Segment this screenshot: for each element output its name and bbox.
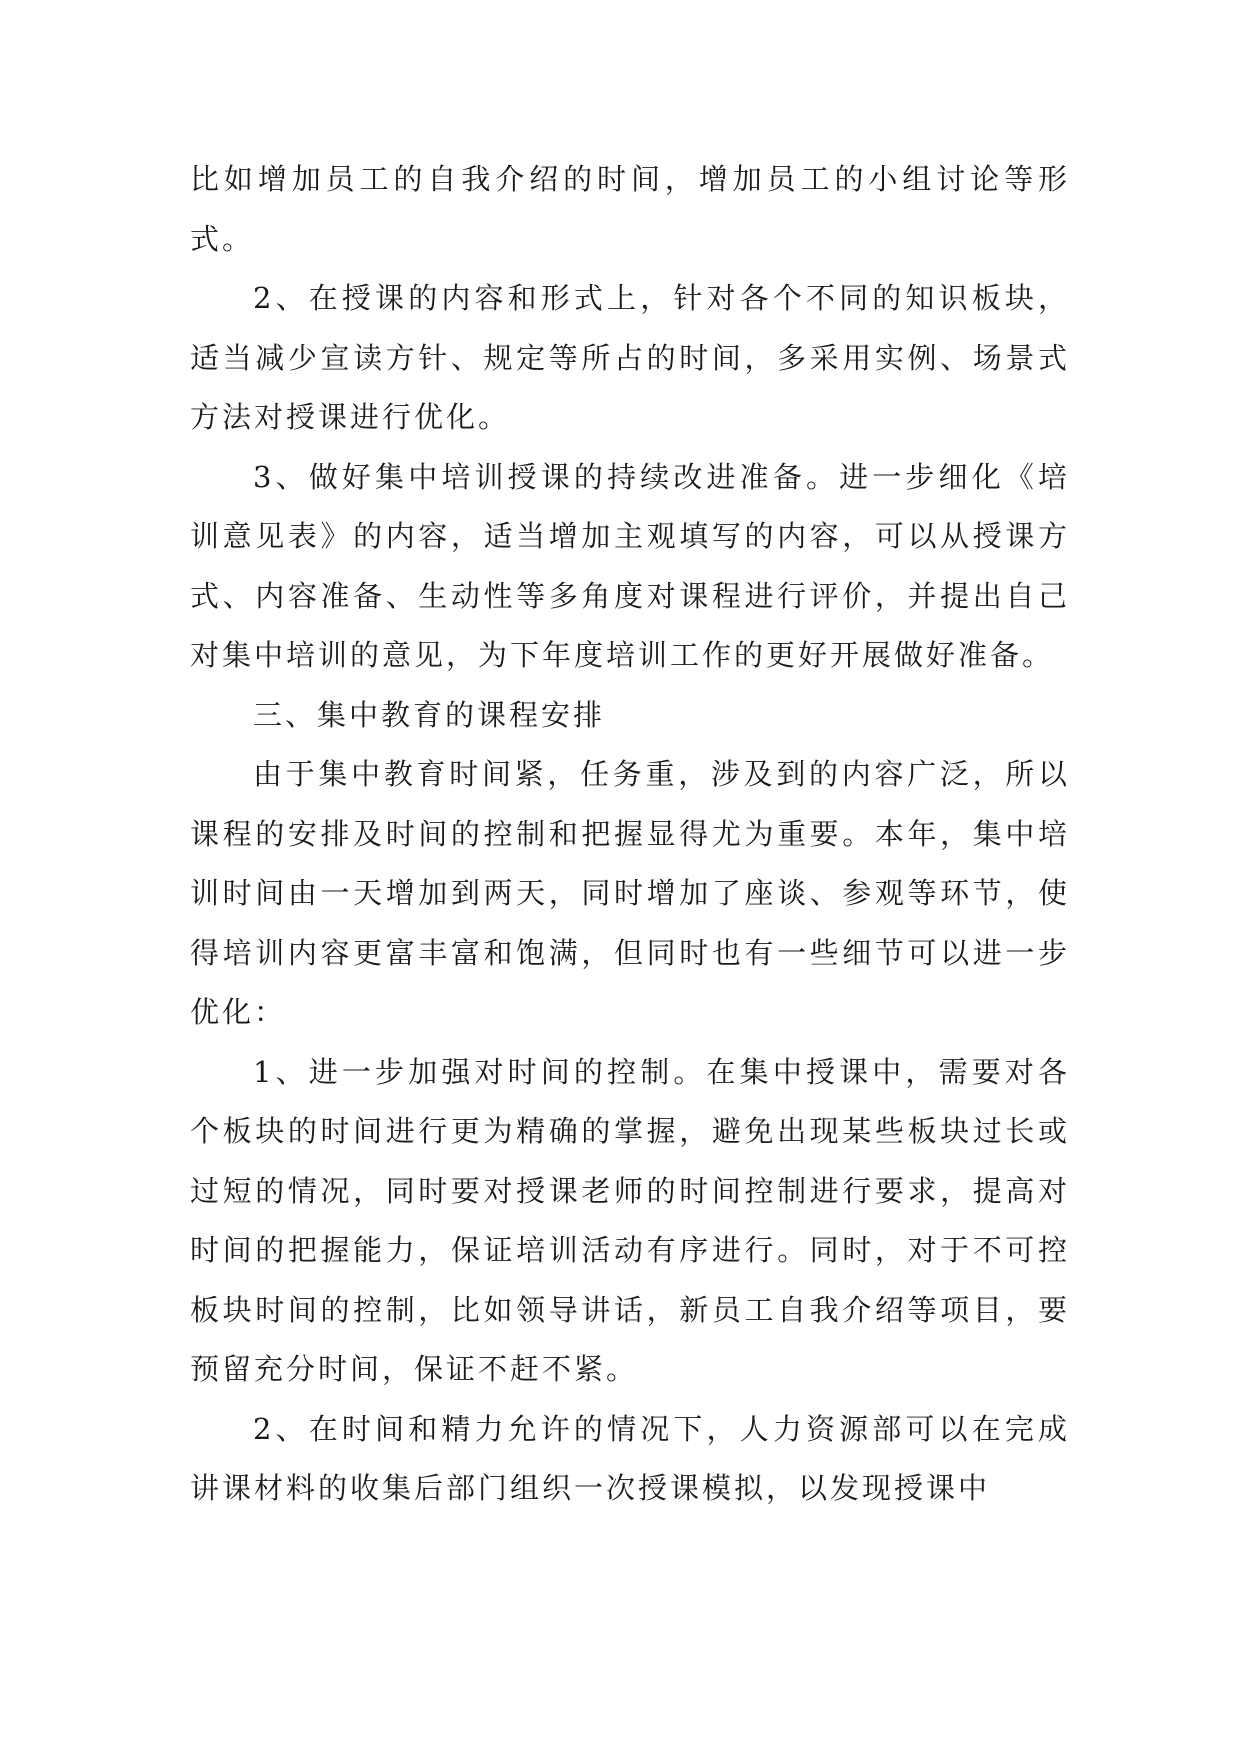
paragraph-item-2-teaching-content: 2、在授课的内容和形式上，针对各个不同的知识板块，适当减少宣读方针、规定等所占的时间，多采用实例、场景式方法对授课进行优化。	[190, 281, 1070, 434]
paragraph-item-1-time-control: 1、进一步加强对时间的控制。在集中授课中，需要对各个板块的时间进行更为精确的掌握，避免出现某些板块过长或过短的情况，同时要对授课老师的时间控制进行要求，提高对时间的把握能力，保证培训活动有序进行。同时，对于不可控板块时间的控制，比如领导讲话，新员工自我介绍等项目，要预留充分时间，保证不赶不紧。	[190, 1054, 1070, 1386]
paragraph-item-3-improvement: 3、做好集中培训授课的持续改进准备。进一步细化《培训意见表》的内容，适当增加主观填写的内容，可以从授课方式、内容准备、生动性等多角度对课程进行评价，并提出自己对集中培训的意见，为下年度培训工作的更好开展做好准备。	[190, 459, 1070, 672]
document-body	[190, 150, 1070, 1519]
paragraph-item-2-rehearsal: 2、在时间和精力允许的情况下，人力资源部可以在完成讲课材料的收集后部门组织一次授课模拟，以发现授课中	[190, 1411, 1070, 1505]
paragraph-continuation: 比如增加员工的自我介绍的时间，增加员工的小组讨论等形式。	[190, 162, 1070, 256]
section-heading-course-arrangement: 三、集中教育的课程安排	[253, 697, 606, 732]
paragraph-course-arrangement-intro: 由于集中教育时间紧，任务重，涉及到的内容广泛，所以课程的安排及时间的控制和把握显得尤为重要。本年，集中培训时间由一天增加到两天，同时增加了座谈、参观等环节，使得培训内容更富丰富和饱满，但同时也有一些细节可以进一步优化：	[190, 757, 1070, 1029]
